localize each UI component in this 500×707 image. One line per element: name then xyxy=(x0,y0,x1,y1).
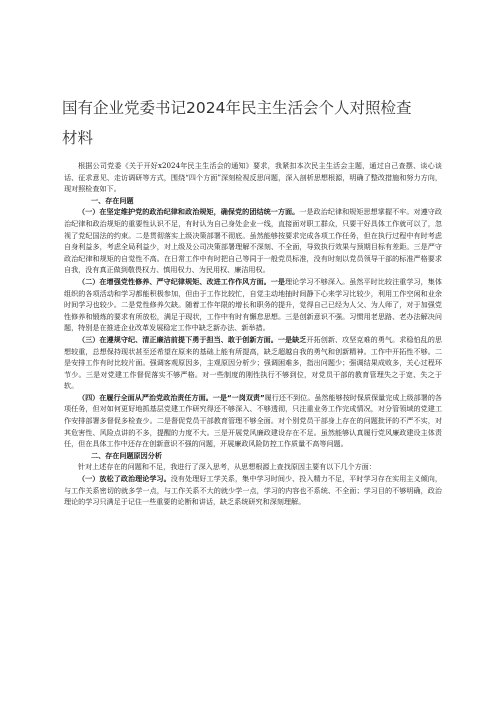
title-line-1: 国有企业党委书记2024年民主生活会个人对照检查 xyxy=(62,99,412,117)
paragraph-body: 一是政治纪律和规矩思想掌握不牢。对遵守政治纪律和政治规矩的重要性认识不足，有时认为自己身处企业一线，直接面对职工群众，只要干好具体工作就可以了，忽视了党纪国法的约束。二是贯彻落实上级决策部署不彻底。虽然能够按要求完成各项工作任务，但在执行过程中有时考虑自身利益多，考虑全局利益少，对上级及公司决策部署理解不深刻、不全面，导致执行效果与预期目标有差距。三是严守政治纪律和规矩的自觉性不高。在日常工作中有时把自己等同于一般党员标准，没有时刻以党员领导干部的标准严格要求自我，没有真正做到敬畏权力、慎用权力、为民用权、廉洁用权。 xyxy=(64,207,442,275)
paragraph-heading: （一）在坚定维护党的政治纪律和政治规矩，确保党的团结统一方面。 xyxy=(78,207,300,217)
paragraph-body: 开拓创新、攻坚克难的勇气。求稳怕乱的思想较重，总想保持现状甚至还希望在原来的基础上能有所提高，缺乏超越自我的勇气和创新精神。工作中开拓性不够。二是安排工作有时比较片面。强调客观原因多，主观原因分析少；强调困难多，指出问题少；强调结果成败多，关心过程环节少。三是对党建工作督促落实不够严格。对一些制度的刚性执行不够到位，对党员干部的教育管理失之于宽、失之于软。 xyxy=(64,334,443,391)
paragraph-heading: （一）放松了政治理论学习。 xyxy=(78,474,171,484)
paragraph-lead: 一是“一岗双责” xyxy=(212,392,265,402)
paragraph-heading: （三）在遵规守纪、清正廉洁前提下勇于担当、敢于创新方面。 xyxy=(78,334,278,344)
paragraph-lead: 一是 xyxy=(270,276,286,286)
paragraph-party-spirit xyxy=(64,276,442,334)
paragraph-body: 理论学习不够深入。虽然平时比较注重学习，集体组织的各项活动和学习都能积极参加，但由于工作比较忙，自觉主动地抽时间静下心来学习比较少，利用工作空闲和业余时间学习也较少。二是党性修养欠缺。随着工作年限的增长和职务的提升，觉得自己已经为人父、为人师了，对于加强党性修养和锻炼的要求有所放松，满足于现状，工作中有时有懈怠思想。三是创新意识不强。习惯用老思路、老办法解决问题，特别是在推进企业改革发展稳定工作中缺乏新办法、新举措。 xyxy=(64,276,443,333)
paragraph-heading: （四）在履行全面从严治党政治责任方面。 xyxy=(78,392,213,402)
paragraph-body: 没有处理好工学关系，集中学习时间少、投入精力不足，平时学习存在实用主义倾向，与工作关系密切的就多学一点，与工作关系不大的就少学一点，学习的内容也不系统、不全面；学习目的不够明确，政治理论的学习只满足于记住一些重要的论断和讲话，缺乏系统研究和深刻理解。 xyxy=(64,474,442,507)
paragraph-body: 履行还不到位。虽然能够按时保质保量完成上级部署的各项任务，但对如何更好地抓基层党建工作研究得还不够深入、不够透彻，只注重业务工作完成情况，对分管领域的党建工作安排部署多督促多检查少。二是督促党员干部教育管理不够全面。对个别党员干部身上存在的问题批评的不严不实，对其危害性、风险点讲的不多，提醒的力度不大。三是开展党风廉政建设存在不足。虽然能够认真履行党风廉政建设主体责任，但在具体工作中还存在创新意识不强的问题，开展廉政风险防控工作质量不高等问题。 xyxy=(64,392,443,449)
paragraph-theory-study xyxy=(64,473,442,508)
intro-paragraph: 根据公司党委《关于开好x2024年民主生活会的通知》要求，我紧扣本次民主生活会主题，通过自己查摆、谈心谈话、征求意见、走访调研等方式，围绕“四个方面”深刻检视反思问题，深入剖析思想根源，明确了整改措施和努力方向，现对照检查如下。 xyxy=(64,161,442,194)
paragraph-political-discipline xyxy=(64,206,442,276)
document-title xyxy=(62,96,442,150)
section-heading-problems: 一、存在问题 xyxy=(91,195,134,205)
paragraph-innovation xyxy=(64,334,442,392)
section-heading-causes: 二、存在问题原因分析 xyxy=(91,450,162,460)
paragraph-heading: （二）在增强党性修养、严守纪律规矩、改进工作作风方面。 xyxy=(78,276,271,286)
title-line-2: 材料 xyxy=(62,129,94,147)
paragraph-responsibility xyxy=(64,392,442,450)
paragraph-causes-intro: 针对上述存在的问题和不足，我进行了深入思考，从思想根源上查找原因主要有以下几个方面： xyxy=(78,462,376,472)
paragraph-lead: 一是缺乏 xyxy=(277,334,307,344)
